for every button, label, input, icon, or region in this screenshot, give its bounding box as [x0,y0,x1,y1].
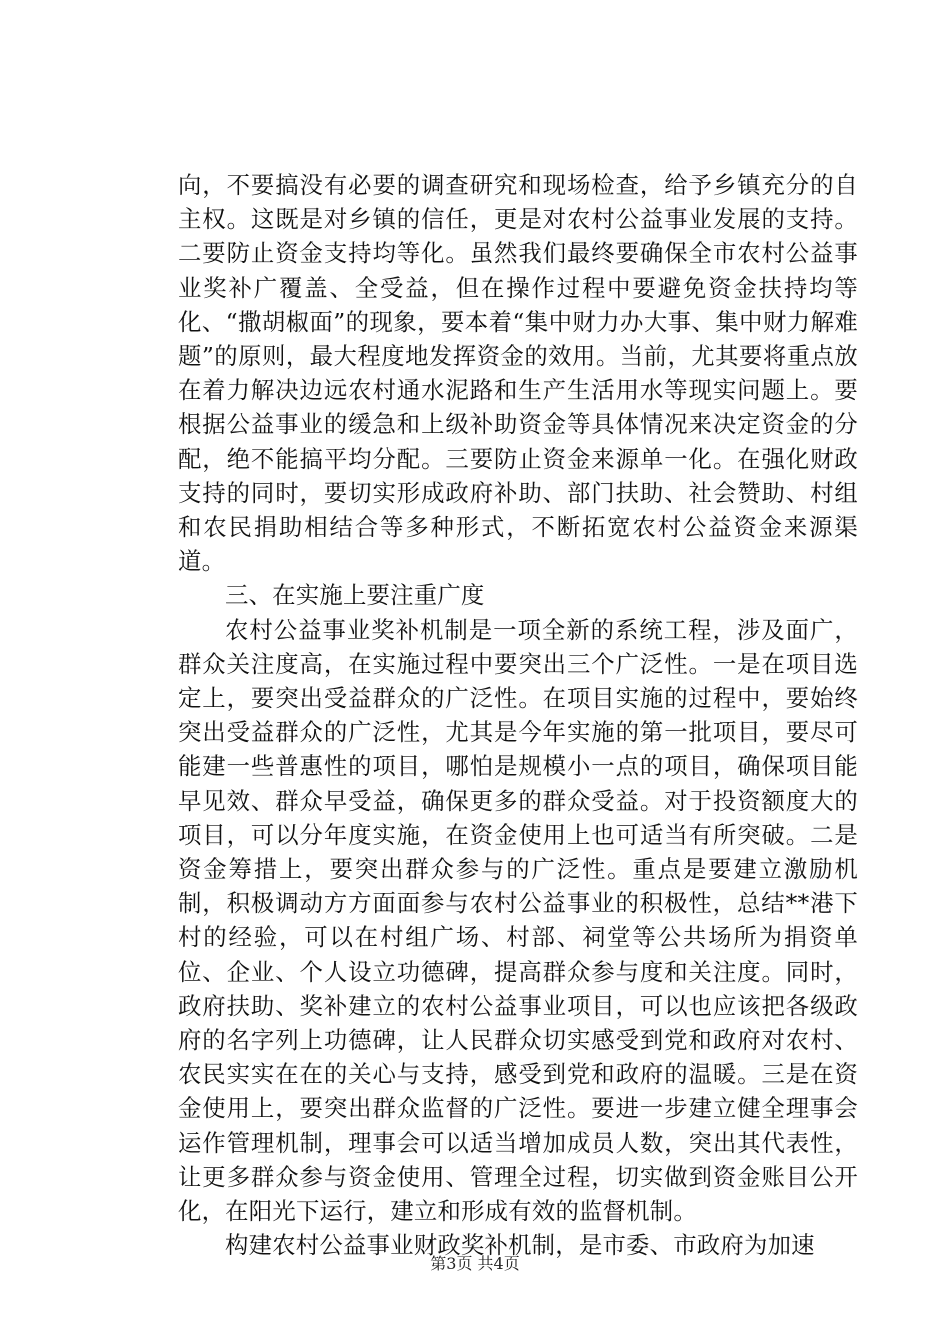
page-number-footer: 第3页 共4页 [430,1254,520,1273]
paragraph-continuation: 向，不要搞没有必要的调查研究和现场检查，给予乡镇充分的自主权。这既是对乡镇的信任，更是对农村公益事业发展的支持。二要防止资金支持均等化。虽然我们最终要确保全市农村公益事业奖补广覆盖、全受益，但在操作过程中要避免资金扶持均等化、“撒胡椒面”的现象，要本着“集中财力办大事、集中财力解难题”的原则，最大程度地发挥资金的效用。当前，尤其要将重点放在着力解决边远农村通水泥路和生产生活用水等现实问题上。要根据公益事业的缓急和上级补助资金等具体情况来决定资金的分配，绝不能搞平均分配。三要防止资金来源单一化。在强化财政支持的同时，要切实形成政府补助、部门扶助、社会赞助、村组和农民捐助相结合等多种形式，不断拓宽农村公益资金来源渠道。 [178,171,858,576]
paragraph: 构建农村公益事业财政奖补机制，是市委、市政府为加速 [225,1231,815,1260]
section-heading: 三、在实施上要注重广度 [225,581,485,610]
document-body [178,168,858,1263]
paragraph: 农村公益事业奖补机制是一项全新的系统工程，涉及面广，群众关注度高，在实施过程中要突出三个广泛性。一是在项目选定上，要突出受益群众的广泛性。在项目实施的过程中，要始终突出受益群众的广泛性，尤其是今年实施的第一批项目，要尽可能建一些普惠性的项目，哪怕是规模小一点的项目，确保项目能早见效、群众早受益，确保更多的群众受益。对于投资额度大的项目，可以分年度实施，在资金使用上也可适当有所突破。二是资金筹措上，要突出群众参与的广泛性。重点是要建立激励机制，积极调动方方面面参与农村公益事业的积极性，总结**港下村的经验，可以在村组广场、村部、祠堂等公共场所为捐资单位、企业、个人设立功德碑，提高群众参与度和关注度。同时，政府扶助、奖补建立的农村公益事业项目，可以也应该把各级政府的名字列上功德碑，让人民群众切实感受到党和政府对农村、农民实实在在的关心与支持，感受到党和政府的温暖。三是在资金使用上，要突出群众监督的广泛性。要进一步建立健全理事会运作管理机制，理事会可以适当增加成员人数，突出其代表性，让更多群众参与资金使用、管理全过程，切实做到资金账目公开化，在阳光下运行，建立和形成有效的监督机制。 [178,615,858,1226]
